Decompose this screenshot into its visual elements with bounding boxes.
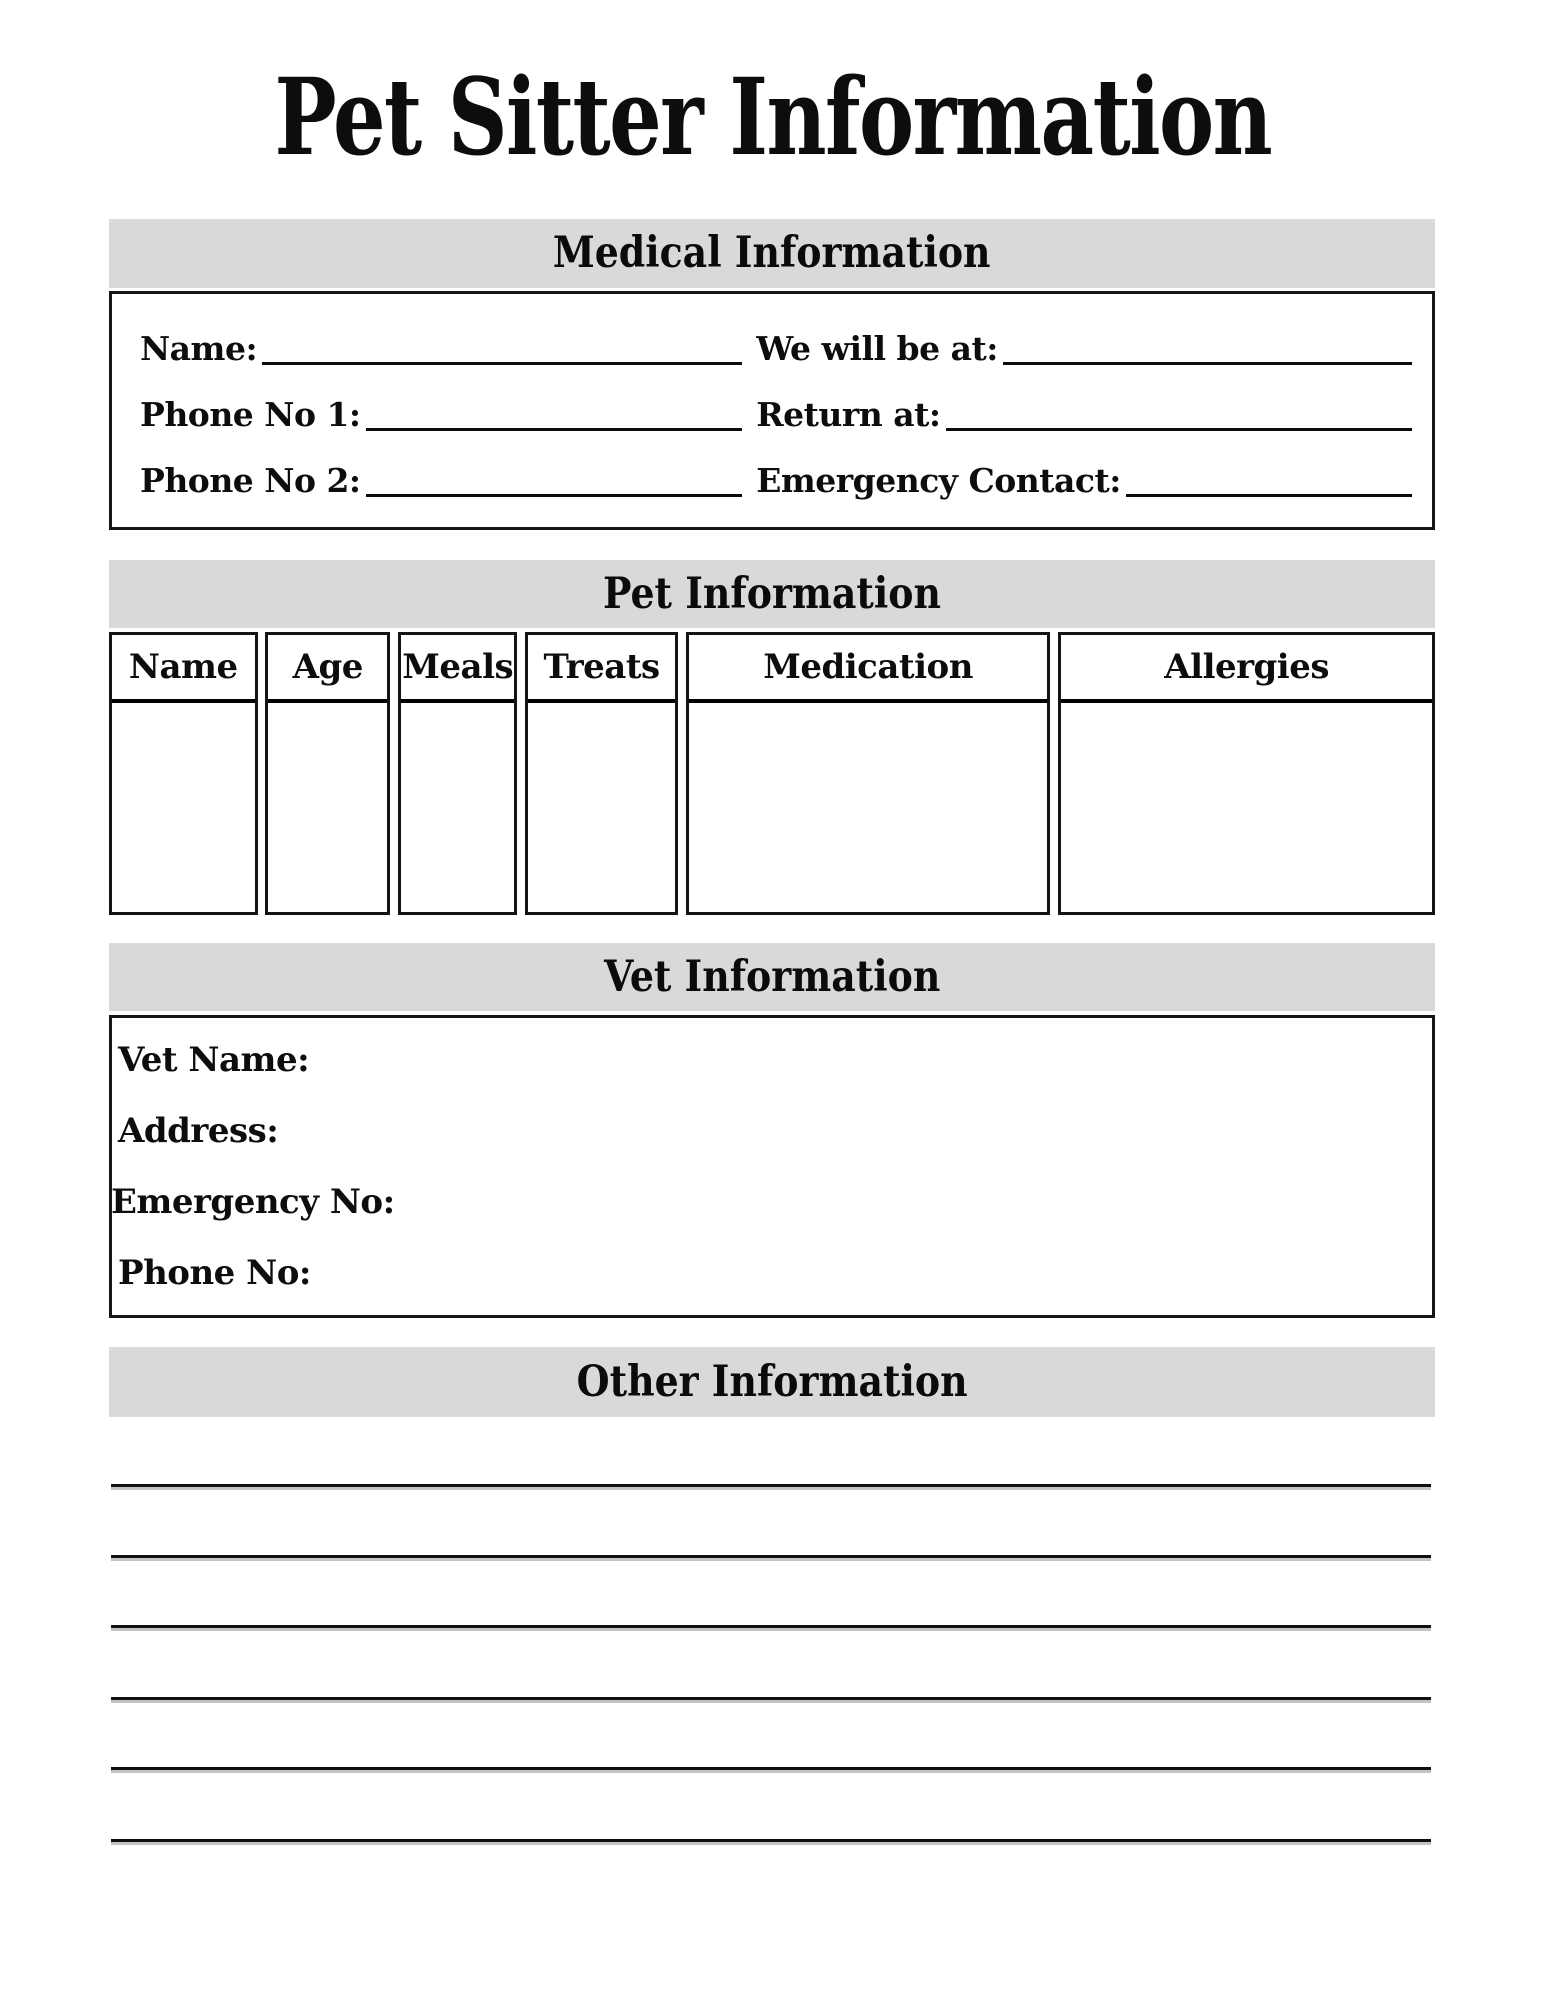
phone1-field-label: Phone No 1: xyxy=(140,395,361,435)
blank-writing-line xyxy=(111,1484,1431,1487)
pet-table-column-name xyxy=(109,632,258,915)
vet-emergency-no-field-label: Emergency No: xyxy=(111,1181,395,1222)
pet-section-header xyxy=(109,560,1435,628)
phone1-fill-line xyxy=(366,428,743,431)
we-will-be-at-field-label: We will be at: xyxy=(756,329,998,369)
column-header-allergies: Allergies xyxy=(1061,635,1432,703)
vet-section-header xyxy=(109,943,1435,1011)
medical-field-row xyxy=(756,302,1412,368)
page-title: Pet Sitter Information xyxy=(274,54,1271,179)
pet-info-table xyxy=(109,632,1435,915)
medical-section-title: Medical Information xyxy=(553,228,991,278)
name-field-label: Name: xyxy=(140,329,258,369)
blank-writing-line xyxy=(111,1625,1431,1628)
empty-cell-medication xyxy=(689,703,1048,912)
name-fill-line xyxy=(262,362,742,365)
blank-writing-line xyxy=(111,1839,1431,1842)
vet-name-field-label: Vet Name: xyxy=(118,1039,310,1080)
vet-field-row xyxy=(118,1237,1432,1308)
pet-table-column-age xyxy=(265,632,390,915)
medical-info-box xyxy=(109,291,1435,530)
medical-field-row xyxy=(140,368,742,434)
pet-table-column-treats xyxy=(525,632,677,915)
pet-table-column-medication xyxy=(686,632,1051,915)
vet-field-row xyxy=(111,1166,1432,1237)
empty-cell-allergies xyxy=(1061,703,1432,912)
medical-field-row xyxy=(756,368,1412,434)
other-section-header xyxy=(109,1347,1435,1417)
emergency-contact-field-label: Emergency Contact: xyxy=(756,461,1121,501)
pet-section-title: Pet Information xyxy=(602,568,942,619)
phone2-fill-line xyxy=(366,494,743,497)
return-at-field-label: Return at: xyxy=(756,395,941,435)
column-header-age: Age xyxy=(268,635,387,703)
emergency-contact-fill-line xyxy=(1126,494,1412,497)
column-header-medication: Medication xyxy=(689,635,1048,703)
other-section-title: Other Information xyxy=(576,1356,968,1407)
column-header-treats: Treats xyxy=(528,635,674,703)
medical-field-row xyxy=(140,302,742,368)
vet-section-title: Vet Information xyxy=(603,951,941,1002)
blank-writing-line xyxy=(111,1697,1431,1700)
medical-field-row xyxy=(756,434,1412,500)
pet-table-column-meals xyxy=(398,632,517,915)
blank-writing-line xyxy=(111,1555,1431,1558)
empty-cell-age xyxy=(268,703,387,912)
pet-table-column-allergies xyxy=(1058,632,1435,915)
column-header-name: Name xyxy=(112,635,255,703)
medical-right-column xyxy=(752,302,1432,527)
return-at-fill-line xyxy=(946,428,1412,431)
we-will-be-at-fill-line xyxy=(1003,362,1412,365)
empty-cell-name xyxy=(112,703,255,912)
vet-field-row xyxy=(118,1095,1432,1166)
medical-left-column xyxy=(112,302,752,527)
vet-field-row xyxy=(118,1024,1432,1095)
medical-field-row xyxy=(140,434,742,500)
phone2-field-label: Phone No 2: xyxy=(140,461,361,501)
medical-section-header xyxy=(109,219,1435,288)
vet-info-box xyxy=(109,1015,1435,1318)
column-header-meals: Meals xyxy=(401,635,514,703)
vet-address-field-label: Address: xyxy=(118,1110,279,1151)
empty-cell-meals xyxy=(401,703,514,912)
empty-cell-treats xyxy=(528,703,674,912)
blank-writing-line xyxy=(111,1767,1431,1770)
vet-phone-no-field-label: Phone No: xyxy=(118,1252,311,1293)
